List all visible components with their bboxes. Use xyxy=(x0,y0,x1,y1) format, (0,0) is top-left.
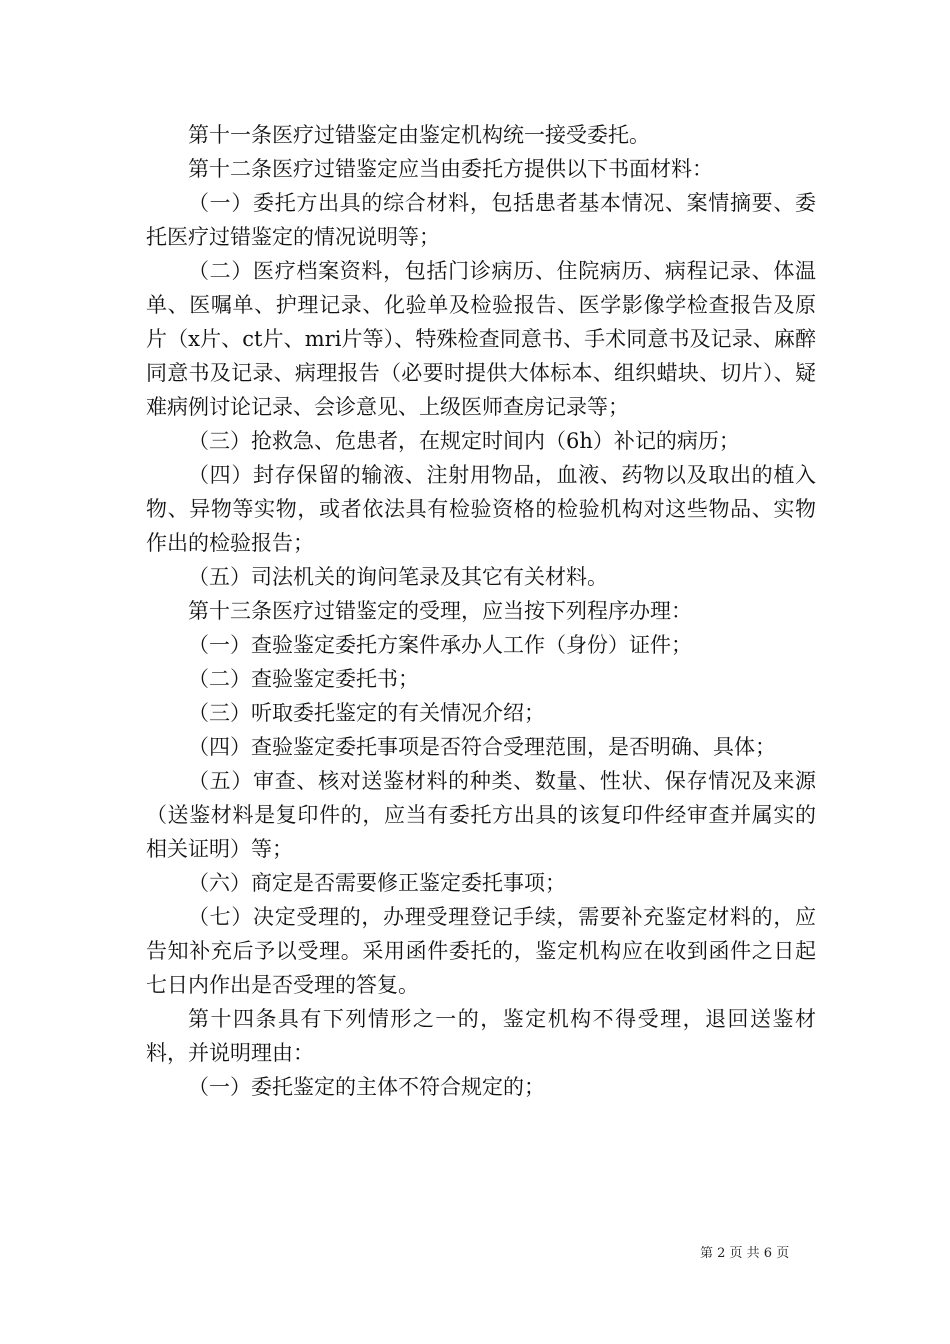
paragraph-item: （六）商定是否需要修正鉴定委托事项； xyxy=(188,871,566,895)
paragraph-item: （五）司法机关的询问笔录及其它有关材料。 xyxy=(188,565,608,589)
page-indicator: 第 2 页 共 6 页 xyxy=(700,1246,790,1261)
paragraph-article-12: 第十二条医疗过错鉴定应当由委托方提供以下书面材料： xyxy=(188,157,713,181)
paragraph-article-14: 第十四条具有下列情形之一的，鉴定机构不得受理，退回送鉴材料，并说明理由： xyxy=(146,1007,816,1065)
paragraph-item: （二）医疗档案资料，包括门诊病历、住院病历、病程记录、体温单、医嘱单、护理记录、化验单及检验报告、医学影像学检查报告及原片（x片、ct片、mri片等）、特殊检查同意书、手术同意书及记录、麻醉同意书及记录、病理报告（必要时提供大体标本、组织蜡块、切片）、疑难病例讨论记录、会诊意见、上级医师查房记录等； xyxy=(146,259,816,419)
paragraph-item: （五）审查、核对送鉴材料的种类、数量、性状、保存情况及来源（送鉴材料是复印件的，应当有委托方出具的该复印件经审查并属实的相关证明）等； xyxy=(146,769,816,861)
paragraph-article-11: 第十一条医疗过错鉴定由鉴定机构统一接受委托。 xyxy=(188,123,650,147)
paragraph-item: （七）决定受理的，办理受理登记手续，需要补充鉴定材料的，应告知补充后予以受理。采用函件委托的，鉴定机构应在收到函件之日起七日内作出是否受理的答复。 xyxy=(146,905,816,997)
paragraph-item: （一）委托方出具的综合材料，包括患者基本情况、案情摘要、委托医疗过错鉴定的情况说明等； xyxy=(146,191,816,249)
paragraph-item: （四）查验鉴定委托事项是否符合受理范围，是否明确、具体； xyxy=(188,735,776,759)
paragraph-item: （二）查验鉴定委托书； xyxy=(188,667,419,691)
paragraph-item: （三）听取委托鉴定的有关情况介绍； xyxy=(188,701,545,725)
paragraph-item: （四）封存保留的输液、注射用物品，血液、药物以及取出的植入物、异物等实物，或者依法具有检验资格的检验机构对这些物品、实物作出的检验报告； xyxy=(146,463,816,555)
document-body xyxy=(146,118,816,1104)
paragraph-item: （一）委托鉴定的主体不符合规定的； xyxy=(188,1075,545,1099)
paragraph-item: （三）抢救急、危患者，在规定时间内（6h）补记的病历； xyxy=(188,429,740,453)
paragraph-article-13: 第十三条医疗过错鉴定的受理，应当按下列程序办理： xyxy=(188,599,692,623)
paragraph-item: （一）查验鉴定委托方案件承办人工作（身份）证件； xyxy=(188,633,692,657)
